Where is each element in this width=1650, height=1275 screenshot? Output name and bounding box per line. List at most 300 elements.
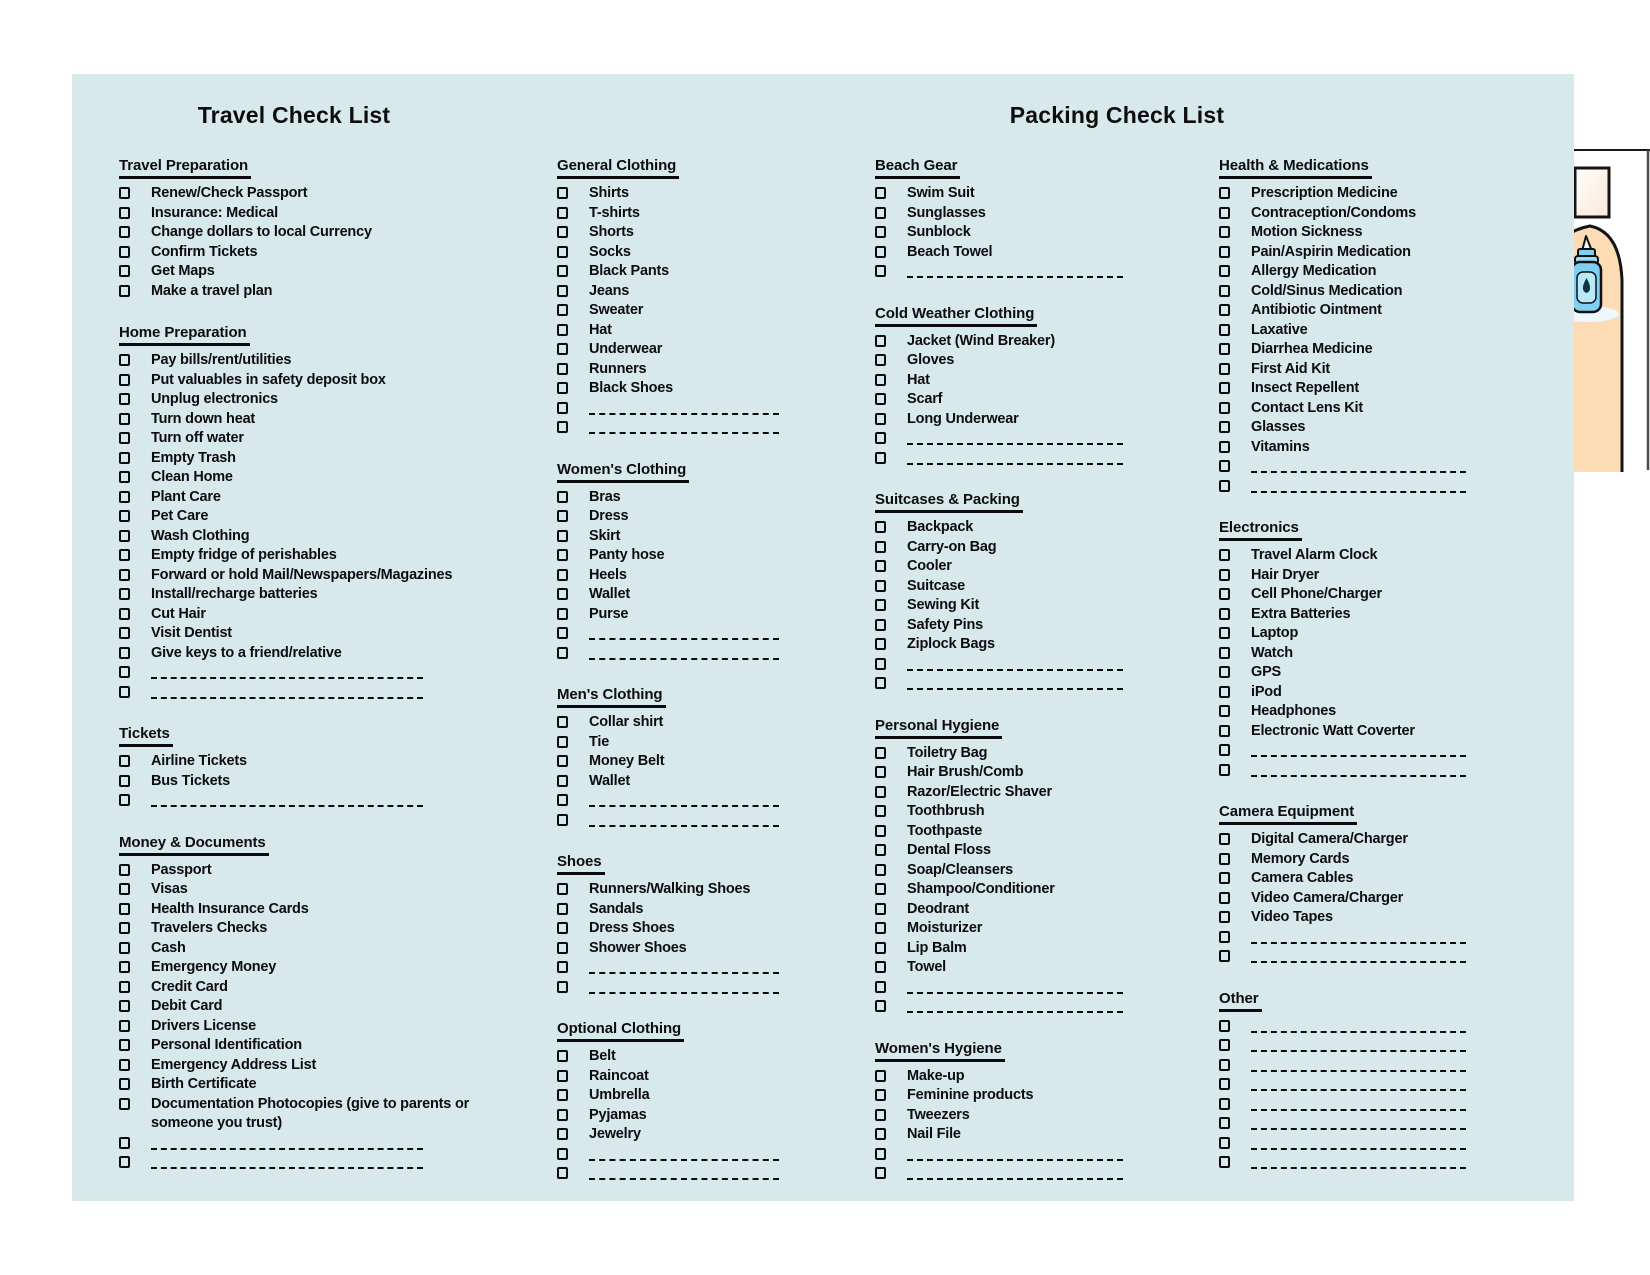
checkbox-icon[interactable] xyxy=(119,588,130,600)
item-label: Towel xyxy=(907,959,947,975)
checkbox-cell xyxy=(875,390,907,405)
checkbox-cell xyxy=(557,605,589,620)
checkbox-icon[interactable] xyxy=(1219,382,1230,394)
checkbox-icon[interactable] xyxy=(875,677,886,689)
item-label: Health Insurance Cards xyxy=(151,900,309,917)
checkbox-cell xyxy=(1219,204,1251,219)
checkbox-icon[interactable] xyxy=(1219,343,1230,355)
checkbox-icon[interactable] xyxy=(875,432,886,444)
checkbox-icon[interactable] xyxy=(557,1167,568,1179)
checkbox-icon[interactable] xyxy=(557,226,568,238)
checklist-row xyxy=(557,1067,857,1087)
checkbox-icon[interactable] xyxy=(875,747,886,759)
checkbox-icon[interactable] xyxy=(119,961,130,973)
checkbox-icon[interactable] xyxy=(557,510,568,522)
item-label: Dress xyxy=(589,508,629,524)
checkbox-icon[interactable] xyxy=(557,491,568,503)
checkbox-icon[interactable] xyxy=(119,246,130,258)
checkbox-icon[interactable] xyxy=(875,413,886,425)
checkbox-icon[interactable] xyxy=(875,844,886,856)
checkbox-icon[interactable] xyxy=(875,1167,886,1179)
checkbox-cell xyxy=(557,880,589,895)
checklist-row xyxy=(875,616,1207,636)
checkbox-icon[interactable] xyxy=(875,1070,886,1082)
checkbox-icon[interactable] xyxy=(875,393,886,405)
checkbox-cell xyxy=(119,204,151,219)
checkbox-icon[interactable] xyxy=(119,686,130,698)
checkbox-cell xyxy=(1219,644,1251,659)
checkbox-icon[interactable] xyxy=(1219,1039,1230,1051)
checkbox-icon[interactable] xyxy=(1219,666,1230,678)
checkbox-cell xyxy=(119,262,151,277)
checkbox-icon[interactable] xyxy=(119,942,130,954)
checkbox-icon[interactable] xyxy=(1219,187,1230,199)
checklist-row xyxy=(1219,683,1521,703)
checkbox-icon[interactable] xyxy=(875,805,886,817)
item-label: Swim Suit xyxy=(907,185,975,201)
section-title: Suitcases & Packing xyxy=(875,492,1023,513)
checkbox-icon[interactable] xyxy=(119,471,130,483)
checkbox-icon[interactable] xyxy=(119,432,130,444)
checkbox-cell xyxy=(1219,605,1251,620)
checkbox-icon[interactable] xyxy=(1219,853,1230,865)
checklist-row xyxy=(875,184,1207,204)
checkbox-icon[interactable] xyxy=(557,549,568,561)
checkbox-icon[interactable] xyxy=(875,599,886,611)
checkbox-icon[interactable] xyxy=(875,207,886,219)
fill-in-line xyxy=(151,663,423,679)
checkbox-icon[interactable] xyxy=(557,324,568,336)
checkbox-cell xyxy=(557,919,589,934)
item-label: Jeans xyxy=(589,282,630,299)
checkbox-icon[interactable] xyxy=(875,786,886,798)
checkbox-icon[interactable] xyxy=(119,354,130,366)
checkbox-icon[interactable] xyxy=(119,755,130,767)
checkbox-icon[interactable] xyxy=(119,1078,130,1090)
checkbox-icon[interactable] xyxy=(119,794,130,806)
checkbox-icon[interactable] xyxy=(875,864,886,876)
section-beach-gear xyxy=(875,157,1207,282)
checkbox-cell xyxy=(1219,379,1251,394)
checklist-row xyxy=(557,939,857,959)
checkbox-icon[interactable] xyxy=(875,658,886,670)
checkbox-icon[interactable] xyxy=(557,981,568,993)
checkbox-icon[interactable] xyxy=(1219,1156,1230,1168)
section-suitcases-packing xyxy=(875,491,1207,694)
checkbox-cell xyxy=(1219,282,1251,297)
checkbox-icon[interactable] xyxy=(557,343,568,355)
checkbox-icon[interactable] xyxy=(119,265,130,277)
item-label: Sewing Kit xyxy=(907,597,980,613)
checkbox-cell xyxy=(557,1164,589,1179)
checkbox-icon[interactable] xyxy=(875,246,886,258)
section-title: Women's Clothing xyxy=(557,462,689,483)
checkbox-icon[interactable] xyxy=(1219,833,1230,845)
checkbox-icon[interactable] xyxy=(557,716,568,728)
checkbox-cell xyxy=(119,410,151,425)
checkbox-icon[interactable] xyxy=(875,1109,886,1121)
checkbox-icon[interactable] xyxy=(557,755,568,767)
checkbox-icon[interactable] xyxy=(557,246,568,258)
fill-in-line xyxy=(1251,477,1466,493)
item-label: Beach Towel xyxy=(907,243,993,260)
checklist-row xyxy=(875,900,1207,920)
checkbox-icon[interactable] xyxy=(119,207,130,219)
checkbox-icon[interactable] xyxy=(119,413,130,425)
packing-checklist-title: Packing Check List xyxy=(1009,102,1225,128)
checklist-row xyxy=(1219,850,1521,870)
checkbox-icon[interactable] xyxy=(557,814,568,826)
checkbox-cell xyxy=(557,301,589,316)
checkbox-cell xyxy=(875,841,907,856)
checkbox-icon[interactable] xyxy=(1219,324,1230,336)
section-title: Beach Gear xyxy=(875,158,960,179)
checkbox-icon[interactable] xyxy=(119,1059,130,1071)
checklist-row xyxy=(119,939,521,959)
checkbox-icon[interactable] xyxy=(557,961,568,973)
checklist-row xyxy=(1219,243,1521,263)
checkbox-icon[interactable] xyxy=(1219,764,1230,776)
fill-in-line xyxy=(589,978,779,994)
checkbox-icon[interactable] xyxy=(1219,402,1230,414)
checkbox-icon[interactable] xyxy=(557,647,568,659)
checkbox-icon[interactable] xyxy=(875,981,886,993)
checkbox-icon[interactable] xyxy=(1219,588,1230,600)
checkbox-icon[interactable] xyxy=(1219,705,1230,717)
checkbox-cell xyxy=(557,527,589,542)
checkbox-icon[interactable] xyxy=(875,825,886,837)
checkbox-icon[interactable] xyxy=(557,1070,568,1082)
checkbox-icon[interactable] xyxy=(119,187,130,199)
checklist-row xyxy=(119,566,521,586)
checkbox-icon[interactable] xyxy=(1219,1059,1230,1071)
checkbox-icon[interactable] xyxy=(557,883,568,895)
checkbox-icon[interactable] xyxy=(557,530,568,542)
checkbox-cell xyxy=(119,243,151,258)
checkbox-cell xyxy=(119,371,151,386)
checkbox-cell xyxy=(1219,702,1251,717)
checkbox-icon[interactable] xyxy=(1219,1137,1230,1149)
checkbox-icon[interactable] xyxy=(1219,627,1230,639)
item-label: Bras xyxy=(589,488,621,505)
checkbox-icon[interactable] xyxy=(1219,480,1230,492)
item-label: Sunglasses xyxy=(907,204,986,221)
checkbox-icon[interactable] xyxy=(875,922,886,934)
checklist-row xyxy=(875,390,1207,410)
checkbox-icon[interactable] xyxy=(875,521,886,533)
checkbox-icon[interactable] xyxy=(119,608,130,620)
checkbox-icon[interactable] xyxy=(1219,549,1230,561)
checklist-row xyxy=(1219,1036,1521,1056)
fill-in-line xyxy=(1251,1036,1466,1052)
checkbox-icon[interactable] xyxy=(875,619,886,631)
checkbox-icon[interactable] xyxy=(119,393,130,405)
checkbox-cell xyxy=(875,958,907,973)
checkbox-cell xyxy=(119,683,151,698)
checkbox-icon[interactable] xyxy=(1219,686,1230,698)
checkbox-cell xyxy=(1219,1075,1251,1090)
checkbox-icon[interactable] xyxy=(557,187,568,199)
checkbox-icon[interactable] xyxy=(119,226,130,238)
checkbox-icon[interactable] xyxy=(875,452,886,464)
checklist-row xyxy=(119,429,521,449)
checkbox-cell xyxy=(557,262,589,277)
checkbox-icon[interactable] xyxy=(119,530,130,542)
checklist-row xyxy=(557,919,857,939)
checkbox-cell xyxy=(119,449,151,464)
section-title: Camera Equipment xyxy=(1219,804,1357,825)
item-label: Give keys to a friend/relative xyxy=(151,644,342,661)
checkbox-icon[interactable] xyxy=(875,187,886,199)
checkbox-icon[interactable] xyxy=(875,335,886,347)
checklist-row xyxy=(875,744,1207,764)
item-label: Gloves xyxy=(907,352,955,368)
checklist-row xyxy=(875,596,1207,616)
checkbox-icon[interactable] xyxy=(1219,892,1230,904)
checkbox-icon[interactable] xyxy=(119,1098,130,1110)
section-men-s-clothing xyxy=(557,686,857,830)
checkbox-icon[interactable] xyxy=(119,666,130,678)
checkbox-icon[interactable] xyxy=(557,588,568,600)
item-label: Confirm Tickets xyxy=(151,243,258,260)
checkbox-cell xyxy=(875,744,907,759)
checkbox-icon[interactable] xyxy=(1219,265,1230,277)
checkbox-icon[interactable] xyxy=(557,421,568,433)
item-label: Shorts xyxy=(589,224,634,240)
checkbox-icon[interactable] xyxy=(875,883,886,895)
item-label: Heels xyxy=(589,566,627,583)
checkbox-cell xyxy=(119,663,151,678)
checkbox-icon[interactable] xyxy=(119,647,130,659)
checkbox-icon[interactable] xyxy=(119,491,130,503)
checkbox-icon[interactable] xyxy=(1219,1117,1230,1129)
checkbox-icon[interactable] xyxy=(1219,285,1230,297)
item-label: Visit Dentist xyxy=(151,625,232,641)
checkbox-icon[interactable] xyxy=(119,374,130,386)
checkbox-cell xyxy=(1219,585,1251,600)
item-label: Nail File xyxy=(907,1126,961,1142)
checklist-row xyxy=(875,1067,1207,1087)
checklist-row xyxy=(557,379,857,399)
checkbox-icon[interactable] xyxy=(119,627,130,639)
checkbox-cell xyxy=(1219,477,1251,492)
checkbox-cell xyxy=(1219,741,1251,756)
checklist-row xyxy=(875,538,1207,558)
checkbox-cell xyxy=(557,900,589,915)
checklist-row xyxy=(557,1086,857,1106)
checkbox-cell xyxy=(875,900,907,915)
checkbox-icon[interactable] xyxy=(875,766,886,778)
checkbox-icon[interactable] xyxy=(557,794,568,806)
checklist-row xyxy=(119,527,521,547)
checkbox-icon[interactable] xyxy=(875,265,886,277)
section-title: General Clothing xyxy=(557,158,679,179)
checkbox-icon[interactable] xyxy=(1219,421,1230,433)
checkbox-icon[interactable] xyxy=(119,1020,130,1032)
section-title: Men's Clothing xyxy=(557,687,666,708)
checkbox-icon[interactable] xyxy=(557,903,568,915)
checkbox-cell xyxy=(875,351,907,366)
checkbox-cell xyxy=(1219,566,1251,581)
fill-in-line xyxy=(907,655,1123,671)
checklist-row xyxy=(875,958,1207,978)
checkbox-icon[interactable] xyxy=(1219,911,1230,923)
checklist-row xyxy=(557,546,857,566)
checkbox-icon[interactable] xyxy=(557,627,568,639)
section-general-clothing xyxy=(557,157,857,438)
checkbox-icon[interactable] xyxy=(1219,226,1230,238)
section-title: Personal Hygiene xyxy=(875,718,1002,739)
checkbox-icon[interactable] xyxy=(557,1089,568,1101)
checkbox-icon[interactable] xyxy=(875,1000,886,1012)
checkbox-icon[interactable] xyxy=(1219,207,1230,219)
checkbox-icon[interactable] xyxy=(557,363,568,375)
checkbox-icon[interactable] xyxy=(557,382,568,394)
checkbox-icon[interactable] xyxy=(875,1148,886,1160)
item-label: Runners xyxy=(589,360,647,377)
checkbox-icon[interactable] xyxy=(875,1128,886,1140)
checklist-row xyxy=(1219,399,1521,419)
checkbox-icon[interactable] xyxy=(119,452,130,464)
item-label: Pay bills/rent/utilities xyxy=(151,352,292,368)
checkbox-cell xyxy=(875,1086,907,1101)
checkbox-icon[interactable] xyxy=(1219,460,1230,472)
item-label: Pain/Aspirin Medication xyxy=(1251,243,1411,260)
checkbox-icon[interactable] xyxy=(1219,1078,1230,1090)
checkbox-icon[interactable] xyxy=(119,549,130,561)
checkbox-icon[interactable] xyxy=(875,638,886,650)
checklist-row xyxy=(875,1164,1207,1184)
checklist-row xyxy=(1219,184,1521,204)
checkbox-cell xyxy=(875,410,907,425)
item-label: GPS xyxy=(1251,664,1282,680)
checklist-row xyxy=(557,958,857,978)
checkbox-icon[interactable] xyxy=(119,922,130,934)
checkbox-icon[interactable] xyxy=(875,942,886,954)
checklist-row xyxy=(119,390,521,410)
checkbox-cell xyxy=(557,223,589,238)
item-label: Credit Card xyxy=(151,978,228,995)
checklist-row xyxy=(557,880,857,900)
checkbox-icon[interactable] xyxy=(557,1050,568,1062)
item-label: Shower Shoes xyxy=(589,939,687,956)
checkbox-icon[interactable] xyxy=(557,736,568,748)
checkbox-icon[interactable] xyxy=(1219,931,1230,943)
checklist-row xyxy=(119,880,521,900)
checkbox-icon[interactable] xyxy=(557,1148,568,1160)
checkbox-icon[interactable] xyxy=(875,903,886,915)
checkbox-icon[interactable] xyxy=(557,608,568,620)
checkbox-cell xyxy=(557,644,589,659)
checkbox-icon[interactable] xyxy=(119,1156,130,1168)
fill-in-line xyxy=(151,1153,423,1169)
checkbox-icon[interactable] xyxy=(875,580,886,592)
checkbox-icon[interactable] xyxy=(875,374,886,386)
checkbox-icon[interactable] xyxy=(1219,608,1230,620)
column-gear-hygiene xyxy=(875,157,1207,1184)
checkbox-icon[interactable] xyxy=(557,1109,568,1121)
checklist-row xyxy=(119,585,521,605)
item-label: Cooler xyxy=(907,558,952,574)
checkbox-icon[interactable] xyxy=(875,541,886,553)
item-label: Antibiotic Ointment xyxy=(1251,302,1382,318)
checkbox-icon[interactable] xyxy=(1219,950,1230,962)
item-label: Umbrella xyxy=(589,1087,650,1103)
checkbox-icon[interactable] xyxy=(557,207,568,219)
checkbox-icon[interactable] xyxy=(557,942,568,954)
item-label: Visas xyxy=(151,881,188,897)
checkbox-icon[interactable] xyxy=(119,883,130,895)
checkbox-cell xyxy=(557,488,589,503)
checkbox-icon[interactable] xyxy=(1219,1098,1230,1110)
checkbox-icon[interactable] xyxy=(557,1128,568,1140)
checkbox-cell xyxy=(557,243,589,258)
checkbox-icon[interactable] xyxy=(557,285,568,297)
fill-in-line xyxy=(1251,1114,1466,1130)
checklist-row xyxy=(119,978,521,998)
checkbox-icon[interactable] xyxy=(875,961,886,973)
checklist-row xyxy=(119,507,521,527)
checkbox-cell xyxy=(1219,830,1251,845)
checkbox-icon[interactable] xyxy=(557,922,568,934)
checkbox-icon[interactable] xyxy=(875,1089,886,1101)
checkbox-icon[interactable] xyxy=(557,775,568,787)
item-label: Belt xyxy=(589,1048,616,1064)
checkbox-icon[interactable] xyxy=(119,864,130,876)
checklist-row xyxy=(1219,869,1521,889)
checkbox-icon[interactable] xyxy=(1219,246,1230,258)
item-label: Wash Clothing xyxy=(151,527,250,544)
checkbox-icon[interactable] xyxy=(119,775,130,787)
checkbox-icon[interactable] xyxy=(557,402,568,414)
checkbox-cell xyxy=(119,1095,151,1110)
checkbox-icon[interactable] xyxy=(119,903,130,915)
checkbox-icon[interactable] xyxy=(119,981,130,993)
checkbox-icon[interactable] xyxy=(119,1137,130,1149)
checklist-row xyxy=(875,332,1207,352)
checkbox-icon[interactable] xyxy=(875,560,886,572)
checkbox-icon[interactable] xyxy=(1219,744,1230,756)
item-label: Shampoo/Conditioner xyxy=(907,881,1055,897)
checkbox-icon[interactable] xyxy=(119,510,130,522)
checkbox-icon[interactable] xyxy=(119,1000,130,1012)
checkbox-icon[interactable] xyxy=(875,226,886,238)
checkbox-icon[interactable] xyxy=(119,1039,130,1051)
fill-in-line xyxy=(1251,1017,1466,1033)
checkbox-icon[interactable] xyxy=(557,569,568,581)
checklist-row xyxy=(1219,204,1521,224)
checkbox-icon[interactable] xyxy=(1219,304,1230,316)
checkbox-icon[interactable] xyxy=(1219,1020,1230,1032)
checkbox-icon[interactable] xyxy=(875,354,886,366)
checkbox-cell xyxy=(875,223,907,238)
checkbox-icon[interactable] xyxy=(1219,647,1230,659)
checkbox-icon[interactable] xyxy=(557,304,568,316)
section-title: Home Preparation xyxy=(119,325,250,346)
checklist-row xyxy=(557,282,857,302)
checkbox-icon[interactable] xyxy=(1219,872,1230,884)
checklist-row xyxy=(875,243,1207,263)
checkbox-icon[interactable] xyxy=(1219,363,1230,375)
checkbox-icon[interactable] xyxy=(1219,569,1230,581)
checklist-row xyxy=(119,468,521,488)
checkbox-icon[interactable] xyxy=(119,569,130,581)
checkbox-icon[interactable] xyxy=(119,285,130,297)
checkbox-icon[interactable] xyxy=(1219,441,1230,453)
checklist-row xyxy=(557,301,857,321)
checkbox-icon[interactable] xyxy=(1219,725,1230,737)
checkbox-icon[interactable] xyxy=(557,265,568,277)
